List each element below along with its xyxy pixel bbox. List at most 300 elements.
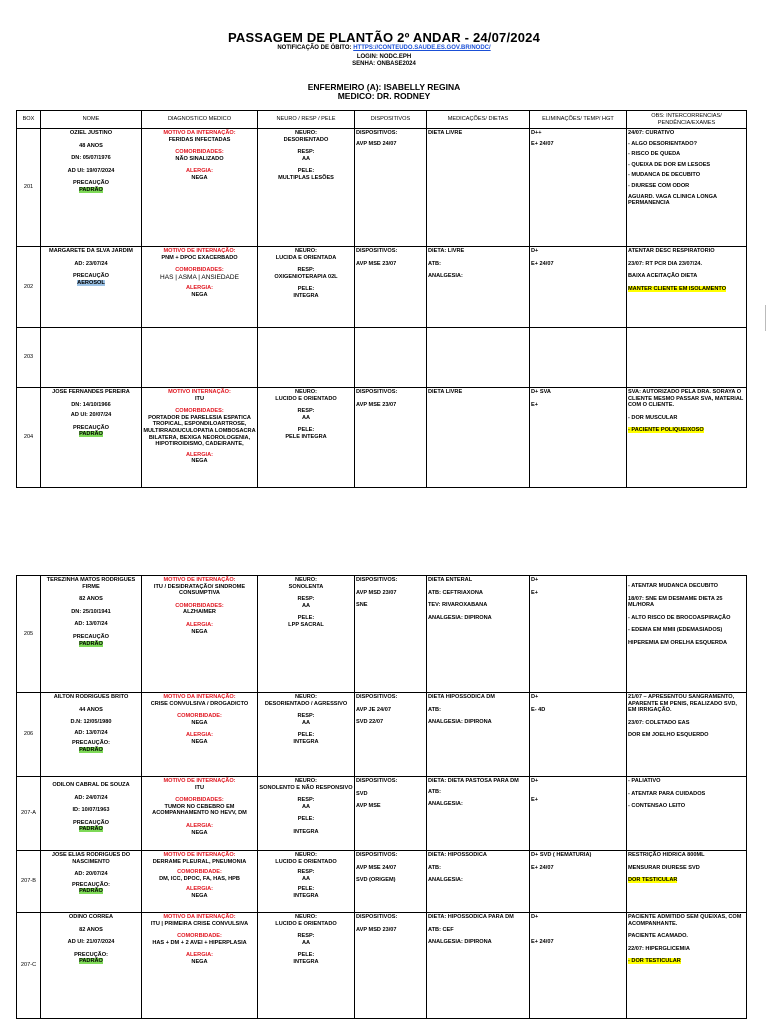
obs-item: RESTRIÇÃO HIDRICA 800ML <box>628 852 705 858</box>
resp-label: RESP: <box>297 596 315 603</box>
pele-label: PELE: <box>297 427 315 434</box>
device-item: SVD (ORIGEM) <box>356 877 396 884</box>
patient-admission: AD UI: 19/07/2024 <box>67 167 115 174</box>
alergia-label: ALERGIA: <box>185 621 214 628</box>
resp-label: RESP: <box>297 149 315 156</box>
obs-item: HIPEREMIA EM ORELHA ESQUERDA <box>628 639 728 646</box>
patient-age: 82 ANOS <box>79 926 103 933</box>
comorb: NEGA <box>191 719 208 726</box>
patient-dn: DN: 25/10/1941 <box>71 608 111 615</box>
motivo-label: MOTIVO INTERNAÇÃO: <box>168 389 231 395</box>
comorb: TUMOR NO CEBEBRO EM ACOMPANHAMENTO NO HEVV, DM <box>152 803 247 817</box>
neuro: LUCIDO E ORIENTADO <box>275 920 337 927</box>
obs-item: - PALIATIVO <box>628 778 661 784</box>
medications-cell <box>427 129 530 247</box>
motivo: ITU / DESIDRATAÇÃO/ SINDROME CONSUMPTIVA <box>153 583 246 597</box>
obs-cell <box>627 693 747 777</box>
device-item: AVP MSE <box>356 803 381 810</box>
obs-item-highlighted: DOR TESTICULAR <box>628 877 678 884</box>
precaution-label: PRECAUÇÃO: <box>72 740 110 747</box>
devices-label: DISPOSITIVOS: <box>356 852 398 858</box>
col-header-eliminations: ELIMINAÇÕES/ TEMP/ HGT <box>530 111 627 129</box>
neuro-label: NEURO: <box>294 389 318 395</box>
pele-label: PELE: <box>297 168 315 175</box>
pele: INTEGRA <box>293 892 319 899</box>
obs-item: PACIENTE ACAMADO. <box>628 933 688 940</box>
precaution-badge: PADRÃO <box>79 186 103 193</box>
motivo: ITU <box>194 784 204 791</box>
patient-cell <box>41 693 142 777</box>
alergia: NEGA <box>191 174 208 181</box>
resp: AA <box>301 155 311 162</box>
comorb-label: COMORBIDADES: <box>175 267 224 274</box>
box-number: 202 <box>17 247 41 328</box>
medication-item: ATB: <box>428 788 441 795</box>
medication-item: ATB: <box>428 260 441 267</box>
elimination-item: E+ <box>531 589 538 596</box>
eliminations-cell <box>530 693 627 777</box>
medication-item: TEV: RIVAROXABANA <box>428 602 488 609</box>
neuro: LUCIDO E ORIENTADO <box>275 858 337 865</box>
motivo-label: MOTIVO DE INTERNAÇÃO: <box>163 778 236 784</box>
medication-item: DIETA HIPOSSODICA DM <box>428 694 495 700</box>
elimination-item: E- 4D <box>531 706 546 713</box>
resp: AA <box>301 414 311 421</box>
neuro: DESORIENTADO <box>283 136 329 143</box>
elimination-item: E+ 24/07 <box>531 140 554 147</box>
devices-label: DISPOSITIVOS: <box>356 778 398 784</box>
resp-label: RESP: <box>297 713 315 720</box>
obs-item-highlighted: - DOR TESTICULAR <box>628 958 681 965</box>
neuro: SONOLENTO E NÃO RESPONSIVO <box>259 784 353 791</box>
medication-item: DIETA: HIPOSSODICA PARA DM <box>428 914 514 920</box>
medications-cell <box>427 247 530 328</box>
medication-item: ANALGESIA: DIPIRONA <box>428 719 492 726</box>
comorb-label: COMORBIDADE: <box>177 869 222 876</box>
precaution-badge: PADRÃO <box>79 640 103 647</box>
alergia-label: ALERGIA: <box>185 451 214 458</box>
resp: AA <box>301 803 311 810</box>
death-notice-label: NOTIFICAÇÃO DE ÓBITO: <box>277 45 354 51</box>
patient-cell <box>41 129 142 247</box>
neuro-label: NEURO: <box>294 778 318 784</box>
medications-cell <box>427 851 530 913</box>
precaution-badge: PADRÃO <box>79 431 103 438</box>
precaution-badge: PADRÃO <box>79 958 103 965</box>
obs-item: - RISCO DE QUEDA <box>628 151 681 158</box>
handover-table-page-1 <box>16 110 747 488</box>
table-row <box>17 913 747 1019</box>
elimination-item: E+ <box>531 401 538 408</box>
pele: PELE INTEGRA <box>285 433 327 440</box>
patient-cell <box>41 388 142 488</box>
obs-item: 23/07: RT PCR DIA 23/07/24. <box>628 260 703 267</box>
comorb-label: COMORBIDADES: <box>175 797 224 804</box>
medication-item: DIETA: DIETA PASTOSA PARA DM <box>428 778 519 784</box>
precaution-label: PRECAUÇÃO <box>72 424 110 431</box>
patient-name: ODINO CORREA <box>68 914 114 920</box>
obs-item: - ATENTAR PARA CUIDADOS <box>628 790 706 797</box>
elimination-item: D+ <box>531 694 539 700</box>
comorb: ALZHAIMER <box>183 609 216 616</box>
devices-cell <box>355 851 427 913</box>
obs-item: - MUDANCA DE DECUBITO <box>628 172 701 179</box>
patient-cell <box>41 576 142 693</box>
neuro: LUCIDA E ORIENTADA <box>275 254 337 261</box>
neuro-label: NEURO: <box>294 852 318 858</box>
pele-label: PELE: <box>297 886 315 893</box>
page-title: PASSAGEM DE PLANTÃO 2º ANDAR - 24/07/2024 <box>227 30 541 45</box>
obs-item: BAIXA ACEITAÇÃO DIETA <box>628 273 698 280</box>
devices-cell <box>355 693 427 777</box>
table-row <box>17 247 747 328</box>
patient-name: MARGARETE DA SLVA JARDIM <box>49 248 133 254</box>
medication-item: ANALGESIA: <box>428 877 463 884</box>
resp-label: RESP: <box>297 869 315 876</box>
col-header-name: NOME <box>41 111 142 129</box>
box-number: 204 <box>17 388 41 488</box>
patient-admission: AD: 24/07/24 <box>74 794 108 801</box>
col-header-diagnosis: DIAGNOSTICO MEDICO <box>142 111 258 129</box>
obs-item: AGUARD. VAGA CLINICA LONGA PERMANENCIA <box>628 193 717 207</box>
box-number: 205 <box>17 576 41 693</box>
box-number: 203 <box>17 328 41 388</box>
elimination-item: D+ <box>531 778 539 784</box>
eliminations-cell <box>530 851 627 913</box>
motivo: ITU | PRIMEIRA CRISE CONVULSIVA <box>150 920 249 927</box>
col-header-box: BOX <box>17 111 41 129</box>
pele-label: PELE: <box>297 816 315 823</box>
comorb-label: COMORBIDADES: <box>175 602 224 609</box>
diagnosis-cell <box>142 247 258 328</box>
elimination-item: D+ <box>531 914 539 920</box>
obs-item: 18/07: SNE EM DESMAME DIETA 25 ML/HORA <box>628 595 723 609</box>
elimination-item: D+ <box>531 577 539 583</box>
precaution-label: PRECUÇÃO: <box>74 951 108 958</box>
alergia: NEGA <box>191 292 208 299</box>
device-item: AVP JE 24/07 <box>356 706 391 713</box>
device-item: AVP MSE 23/07 <box>356 401 397 408</box>
diagnosis-cell <box>142 129 258 247</box>
pele: LPP SACRAL <box>288 621 324 628</box>
obs-item: PACIENTE ADMITIDO SEM QUEIXAS, COM ACOMPANHANTE. <box>628 914 742 927</box>
medication-item: DIETA: HIPOSSODICA <box>428 852 487 858</box>
neuro-cell <box>258 851 355 913</box>
neuro: SONOLENTA <box>288 583 324 590</box>
precaution-label: PRECAUÇÃO <box>72 819 110 826</box>
patient-name: AILTON RODRIGUES BRITO <box>53 694 129 700</box>
medication-item: DIETA: LIVRE <box>428 248 465 254</box>
obs-item: ATENTAR DESC RESPIRATORIO <box>628 248 715 254</box>
col-header-medications: MEDICAÇÕES/ DIETAS <box>427 111 530 129</box>
diagnosis-cell <box>142 693 258 777</box>
patient-admission: AD: 13/07/24 <box>74 729 108 736</box>
patient-age: 48 ANOS <box>79 142 103 149</box>
obs-item: MENSURAR DIURESE SVD <box>628 864 700 871</box>
neuro-cell <box>258 777 355 851</box>
patient-admission: AD: 20/07/24 <box>74 871 108 878</box>
table-row <box>17 388 747 488</box>
doctor-name: MEDICO: DR. RODNEY <box>337 91 431 101</box>
eliminations-cell <box>530 913 627 1019</box>
devices-cell <box>355 576 427 693</box>
comorb-label: COMORBIDADE: <box>177 933 222 940</box>
obs-cell <box>627 851 747 913</box>
devices-cell <box>355 247 427 328</box>
patient-dn: DN: 05/07/1976 <box>71 155 111 162</box>
precaution-label: PRECAUÇÃO <box>72 273 110 280</box>
obs-item: - ALGO DESORIENTADO? <box>628 140 697 147</box>
medication-item: DIETA ENTERAL <box>428 577 473 583</box>
devices-label: DISPOSITIVOS: <box>356 914 398 920</box>
patient-dn: ID: 10/07/1963 <box>72 807 110 814</box>
obs-item: 22/07: HIPERGLICEMIA <box>628 945 690 952</box>
col-header-devices: DISPOSITIVOS <box>355 111 427 129</box>
resp-label: RESP: <box>297 267 315 274</box>
device-item: AVP MSD 23/07 <box>356 926 397 933</box>
neuro-label: NEURO: <box>294 694 318 700</box>
elimination-item: D+ <box>531 248 539 254</box>
elimination-item: E+ <box>531 796 538 803</box>
motivo: FERIDAS INFECTADAS <box>168 136 231 143</box>
neuro-label: NEURO: <box>294 914 318 920</box>
medication-item: DIETA LIVRE <box>428 389 463 395</box>
alergia-label: ALERGIA: <box>185 822 214 829</box>
alergia: NEGA <box>191 892 208 899</box>
login-info: LOGIN: NODC.EPH <box>356 54 412 60</box>
obs-item: - DIURESE COM ODOR <box>628 182 690 189</box>
medication-item: ANALGESIA: <box>428 801 463 808</box>
alergia-label: ALERGIA: <box>185 285 214 292</box>
alergia: NEGA <box>191 628 208 635</box>
pele-label: PELE: <box>297 286 315 293</box>
medication-item: ATB: <box>428 706 441 713</box>
handover-table-page-2 <box>16 575 747 1019</box>
obs-item: DOR EM JOELHO ESQUERDO <box>628 732 709 739</box>
neuro-cell <box>258 576 355 693</box>
obs-cell <box>627 247 747 328</box>
device-item: AVP MSD 23/07 <box>356 589 397 596</box>
eliminations-cell <box>530 247 627 328</box>
patient-admission: AD: 23/07/24 <box>74 260 108 267</box>
comorb: HAS + DM + 2 AVEI + HIPERPLASIA <box>152 939 247 946</box>
diagnosis-cell <box>142 913 258 1019</box>
device-item: AVP MSE 24/07 <box>356 864 397 871</box>
devices-label: DISPOSITIVOS: <box>356 577 398 583</box>
precaution-badge: AEROSOL <box>77 279 105 286</box>
comorb-label: COMORBIDADE: <box>177 713 222 720</box>
devices-label: DISPOSITIVOS: <box>356 694 398 700</box>
pele: INTEGRA <box>293 958 319 965</box>
patient-age: 44 ANOS <box>79 706 103 713</box>
pele-label: PELE: <box>297 952 315 959</box>
patient-admission: AD: 13/07/24 <box>74 621 108 628</box>
elimination-item: D++ <box>531 130 542 136</box>
medication-item: ANALGESIA: <box>428 273 463 280</box>
obs-cell <box>627 913 747 1019</box>
box-number: 207-C <box>17 913 41 1019</box>
resp: AA <box>301 602 311 609</box>
patient-admission: AD UI: 20/07/24 <box>70 412 112 419</box>
neuro-cell <box>258 129 355 247</box>
resp: AA <box>301 875 311 882</box>
patient-name: TEREZINHA MATOS RODRIGUES FIRME <box>46 577 136 590</box>
edge-mark <box>765 305 766 331</box>
elimination-item: E+ 24/07 <box>531 260 554 267</box>
medication-item: ANALGESIA: DIPIRONA <box>428 614 492 621</box>
pele: INTEGRA <box>293 738 319 745</box>
box-number: 207-A <box>17 777 41 851</box>
table-row-empty <box>17 328 747 388</box>
devices-label: DISPOSITIVOS: <box>356 248 398 254</box>
box-number: 207-B <box>17 851 41 913</box>
precaution-badge: PADRÃO <box>79 826 103 833</box>
devices-cell <box>355 913 427 1019</box>
comorb: DM, ICC, DPOC, FA, HAS, HPB <box>159 875 240 882</box>
pele-label: PELE: <box>297 615 315 622</box>
death-notice-link[interactable]: HTTPS://CONTEUDO.SAUDE.ES.GOV.BR/NODC/ <box>353 45 491 51</box>
table-row <box>17 129 747 247</box>
patient-cell <box>41 247 142 328</box>
diagnosis-cell <box>142 576 258 693</box>
neuro: LUCIDO E ORIENTADO <box>275 395 337 402</box>
devices-cell <box>355 388 427 488</box>
comorb-label: COMORBIDADES: <box>175 408 224 415</box>
obs-item: 23/07: COLETADO EAS <box>628 719 690 726</box>
obs-item: SVA: AUTORIZADO PELA DRA. SORAYA O CLIENTE MESMO PASSAR SVA, MATERIAL COM O CLIENTE. <box>628 389 744 409</box>
precaution-label: PRECAUÇÃO: <box>72 881 110 888</box>
obs-item: - QUEIXA DE DOR EM LESOES <box>628 161 711 168</box>
comorb-label: COMORBIDADES: <box>175 149 224 156</box>
medication-item: ATB: CEF <box>428 926 454 933</box>
elimination-item: D+ SVD ( HEMATURIA) <box>531 852 592 858</box>
comorb: NÃO SINALIZADO <box>175 155 224 162</box>
obs-item: - DOR MUSCULAR <box>628 414 678 421</box>
obs-cell <box>627 777 747 851</box>
table-row <box>17 777 747 851</box>
comorb: PORTADOR DE PARELESIA ESPATICA TROPICAL, ESPONDILOARTROSE, MULTIRRADIUCULOPATIA LOMBOSACRA BILATERA, BEXIGA NEOROLOGENIA, HIPOTIROIDISMO, CADEIRANTE, <box>143 414 256 448</box>
neuro-cell <box>258 247 355 328</box>
resp: OXIGENIOTERAPIA 02L <box>274 273 338 280</box>
patient-age: 82 ANOS <box>79 596 103 603</box>
alergia-label: ALERGIA: <box>185 886 214 893</box>
table-header-row <box>17 111 747 129</box>
device-item: AVP MSE 23/07 <box>356 260 397 267</box>
eliminations-cell <box>530 777 627 851</box>
resp: AA <box>301 939 311 946</box>
neuro-cell <box>258 693 355 777</box>
obs-item: - EDEMA EM MMII (EDEMASIADOS) <box>628 627 723 634</box>
table-row <box>17 851 747 913</box>
obs-item: - CONTENSAO LEITO <box>628 803 686 810</box>
motivo: PNM + DPOC EXACERBADO <box>161 254 238 261</box>
devices-label: DISPOSITIVOS: <box>356 130 398 136</box>
obs-cell <box>627 388 747 488</box>
death-notice-line <box>0 45 768 51</box>
motivo: CRISE CONVULSIVA / DROGADICTO <box>150 700 249 707</box>
pele-label: PELE: <box>297 732 315 739</box>
alergia-label: ALERGIA: <box>185 168 214 175</box>
alergia: NEGA <box>191 829 208 836</box>
password-info: SENHA: ONBASE2024 <box>352 61 416 67</box>
obs-cell <box>627 129 747 247</box>
medication-item: ATB: CEFTRIAXONA <box>428 589 483 596</box>
col-header-neuro: NEURO / RESP / PELE <box>258 111 355 129</box>
obs-item-highlighted: - PACIENTE POLIQUEIXOSO <box>628 427 704 434</box>
precaution-badge: PADRÃO <box>79 888 103 895</box>
alergia: NEGA <box>191 458 208 465</box>
pele: INTEGRA <box>293 828 319 835</box>
obs-cell <box>627 576 747 693</box>
resp-label: RESP: <box>297 933 315 940</box>
motivo-label: MOTIVO DE INTERNAÇÃO: <box>163 852 236 858</box>
patient-cell <box>41 913 142 1019</box>
patient-cell <box>41 777 142 851</box>
patient-dn: D.N: 12/05/1980 <box>70 719 112 726</box>
elimination-item: E+ 24/07 <box>531 938 554 945</box>
patient-name: JOSE FERNANDES PEREIRA <box>52 389 130 395</box>
device-item: SNE <box>356 602 368 609</box>
alergia: NEGA <box>191 958 208 965</box>
neuro-label: NEURO: <box>294 130 318 136</box>
elimination-item: D+ SVA <box>531 389 551 395</box>
diagnosis-cell <box>142 388 258 488</box>
diagnosis-cell <box>142 777 258 851</box>
nurse-name: ENFERMEIRO (A): ISABELLY REGINA <box>307 82 461 92</box>
patient-name: OZIEL JUSTINO <box>69 130 113 136</box>
device-item: AVP MSD 24/07 <box>356 140 397 147</box>
eliminations-cell <box>530 129 627 247</box>
diagnosis-cell <box>142 851 258 913</box>
medications-cell <box>427 777 530 851</box>
motivo-label: MOTIVO DA INTERNAÇÃO: <box>163 130 236 136</box>
box-number: 206 <box>17 693 41 777</box>
obs-item: - ALTO RISCO DE BROCOASPIRAÇÃO <box>628 614 731 621</box>
obs-item: 24/07: CURATIVO <box>628 130 675 136</box>
motivo: DERRAME PLEURAL, PNEUMONIA <box>152 858 247 865</box>
pele: MULTIPLAS LESÕES <box>278 174 334 181</box>
medication-item: DIETA LIVRE <box>428 130 463 136</box>
motivo-label: MOTIVO DE INTERNAÇÃO: <box>163 248 236 254</box>
medication-item: ANALGESIA: DIPIRONA <box>428 939 492 946</box>
elimination-item: E+ 24/07 <box>531 864 554 871</box>
precaution-label: PRECAUÇÃO <box>72 633 110 640</box>
device-item: SVD <box>356 790 368 797</box>
alergia-label: ALERGIA: <box>185 952 214 959</box>
comorb: HAS | ASMA | ANSIEDADE <box>160 273 239 281</box>
device-item: SVD 22/07 <box>356 719 384 726</box>
resp: AA <box>301 719 311 726</box>
motivo-label: MOTIVO DA INTERNAÇÃO: <box>163 694 236 700</box>
medications-cell <box>427 576 530 693</box>
neuro-cell <box>258 388 355 488</box>
medications-cell <box>427 693 530 777</box>
patient-name: ODILON CABRAL DE SOUZA <box>52 782 130 788</box>
alergia: NEGA <box>191 738 208 745</box>
resp-label: RESP: <box>297 797 315 804</box>
medications-cell <box>427 913 530 1019</box>
neuro-cell <box>258 913 355 1019</box>
precaution-badge: PADRÃO <box>79 746 103 753</box>
devices-cell <box>355 777 427 851</box>
neuro: DESORIENTADO / AGRESSIVO <box>264 700 348 707</box>
devices-cell <box>355 129 427 247</box>
neuro-label: NEURO: <box>294 248 318 254</box>
col-header-obs: OBS: INTERCORRENCIAS/ PENDÊNCIA/EXAMES <box>627 111 747 129</box>
eliminations-cell <box>530 576 627 693</box>
devices-label: DISPOSITIVOS: <box>356 389 398 395</box>
medications-cell <box>427 388 530 488</box>
